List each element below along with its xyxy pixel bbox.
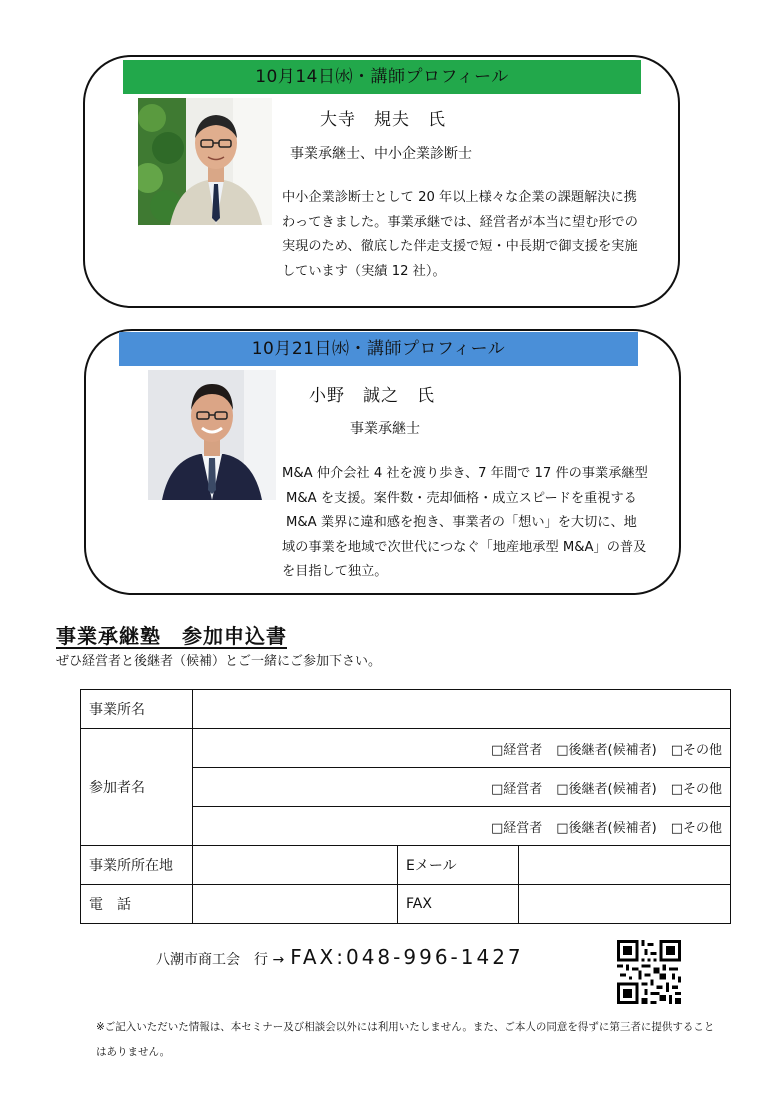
speaker-bio-2 — [282, 462, 648, 585]
bio-line: M&A 業界に違和感を抱き、事業者の「想い」を大切に、地 — [286, 515, 637, 530]
checkbox-other[interactable]: □その他 — [670, 742, 722, 758]
form-title: 事業承継塾 参加申込書 — [56, 624, 287, 648]
fax-field[interactable] — [519, 885, 731, 924]
fax-label: FAX — [398, 885, 519, 924]
bio-line: しています（実績 12 社）。 — [282, 263, 446, 279]
speaker-name-1: 大寺 規夫 氏 — [320, 110, 446, 130]
application-form-table — [80, 689, 731, 924]
bio-line: 実現のため、徹底した伴走支援で短・中長期で御支援を実施 — [282, 239, 638, 254]
speaker-photo-1 — [138, 98, 272, 225]
checkbox-other[interactable]: □その他 — [670, 781, 722, 797]
speaker-bio-1 — [282, 186, 638, 284]
fax-number: FAX:048-996-1427 — [290, 945, 524, 969]
bio-line: 域の事業を地域で次世代につなぐ「地産地承型 M&A」の普及 — [282, 539, 647, 555]
bio-line: わってきました。事業承継では、経営者が本当に望む形での — [282, 214, 638, 230]
speaker-name-2: 小野 誠之 氏 — [309, 386, 435, 406]
office-name-field[interactable] — [193, 690, 731, 729]
speaker-title-1: 事業承継士、中小企業診断士 — [290, 146, 472, 162]
email-label: Eメール — [398, 846, 519, 885]
checkbox-manager[interactable]: □経営者 — [490, 781, 543, 797]
office-name-label: 事業所名 — [81, 690, 193, 729]
speaker-title-2: 事業承継士 — [350, 421, 420, 437]
checkbox-manager[interactable]: □経営者 — [490, 820, 543, 836]
participant-row-2[interactable] — [193, 768, 731, 807]
bio-line: M&A を支援。案件数・売却価格・成立スピードを重視する — [286, 490, 637, 506]
qr-code-icon — [617, 940, 681, 1004]
fax-to: 八潮市商工会 行 → — [156, 952, 285, 968]
bio-line: 中小企業診断士として 20 年以上様々な企業の課題解決に携 — [282, 190, 637, 205]
participants-label: 参加者名 — [81, 729, 193, 846]
profile-band-2: 10月21日㈬・講師プロフィール — [119, 332, 638, 366]
speaker-photo-2 — [148, 370, 276, 500]
participant-row-3[interactable] — [193, 807, 731, 846]
email-field[interactable] — [519, 846, 731, 885]
checkbox-successor[interactable]: □後継者(候補者) — [556, 820, 657, 836]
profile-band-1: 10月14日㈬・講師プロフィール — [123, 60, 641, 94]
checkbox-manager[interactable]: □経営者 — [490, 742, 543, 758]
phone-field[interactable] — [193, 885, 398, 924]
checkbox-other[interactable]: □その他 — [670, 820, 722, 836]
privacy-note: ※ご記入いただいた情報は、本セミナー及び相談会以外には利用いたしません。また、ご本人の同意を得ずに第三者に提供することはありません。 — [96, 1021, 715, 1058]
fax-destination — [156, 945, 524, 969]
checkbox-successor[interactable]: □後継者(候補者) — [556, 781, 657, 797]
address-label: 事業所所在地 — [81, 846, 193, 885]
form-subtitle: ぜひ経営者と後継者（候補）とご一緒にご参加下さい。 — [56, 654, 382, 669]
address-field[interactable] — [193, 846, 398, 885]
phone-label: 電 話 — [81, 885, 193, 924]
checkbox-successor[interactable]: □後継者(候補者) — [556, 742, 657, 758]
bio-line: を目指して独立。 — [282, 564, 388, 579]
bio-line: M&A 仲介会社 4 社を渡り歩き、7 年間で 17 件の事業承継型 — [282, 466, 648, 481]
participant-row-1[interactable] — [193, 729, 731, 768]
